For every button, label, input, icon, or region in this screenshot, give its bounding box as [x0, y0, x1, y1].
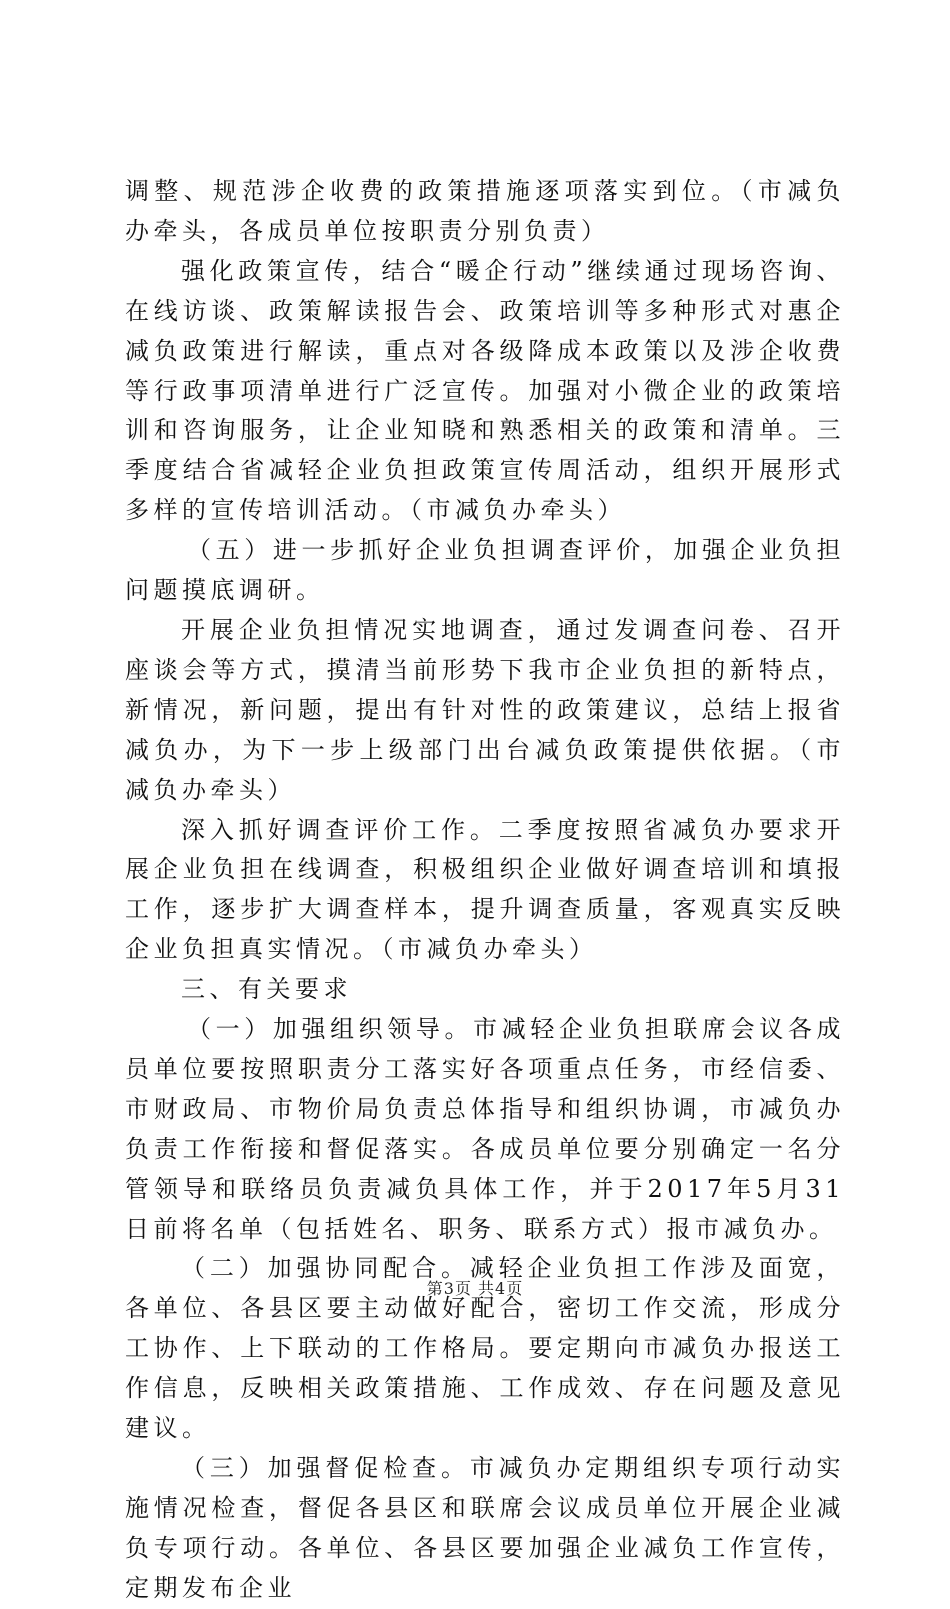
- page-number-footer: 第3页 共4页: [426, 1279, 524, 1298]
- section-heading-requirements: 三、有关要求: [181, 975, 352, 1004]
- heading-survey-evaluation: （五）进一步抓好企业负担调查评价，加强企业负担问题摸底调研。: [125, 536, 845, 605]
- paragraph-fee-policy: 调整、规范涉企收费的政策措施逐项落实到位。（市减负办牵头，各成员单位按职责分别负责）: [125, 177, 845, 245]
- paragraph-field-survey: 开展企业负担情况实地调查，通过发调查问卷、召开座谈会等方式，摸清当前形势下我市企业负担的新特点，新情况，新问题，提出有针对性的政策建议，总结上报省减负办，为下一步上级部门出台减负政策提供依据。（市减负办牵头）: [125, 615, 845, 804]
- paragraph-online-survey: 深入抓好调查评价工作。二季度按照省减负办要求开展企业负担在线调查，积极组织企业做好调查培训和填报工作，逐步扩大调查样本，提升调查质量，客观真实反映企业负担真实情况。（市减负办牵头）: [125, 815, 845, 964]
- document-body: [125, 172, 845, 1609]
- paragraph-policy-promotion: 强化政策宣传，结合“暖企行动”继续通过现场咨询、在线访谈、政策解读报告会、政策培训等多种形式对惠企减负政策进行解读，重点对各级降成本政策以及涉企收费等行政事项清单进行广泛宣传。加强对小微企业的政策培训和咨询服务，让企业知晓和熟悉相关的政策和清单。三季度结合省减轻企业负担政策宣传周活动，组织开展形式多样的宣传培训活动。（市减负办牵头）: [125, 256, 845, 525]
- paragraph-organization-leadership: （一）加强组织领导。市减轻企业负担联席会议各成员单位要按照职责分工落实好各项重点任务，市经信委、市财政局、市物价局负责总体指导和组织协调，市减负办负责工作衔接和督促落实。各成员单位要分别确定一名分管领导和联络员负责减负具体工作，并于2017年5月31日前将名单（包括姓名、职务、联系方式）报市减负办。: [125, 1015, 845, 1243]
- paragraph-supervision: （三）加强督促检查。市减负办定期组织专项行动实施情况检查，督促各县区和联席会议成员单位开展企业减负专项行动。各单位、各县区要加强企业减负工作宣传，定期发布企业: [125, 1454, 845, 1602]
- paragraph-coordination: （二）加强协同配合。减轻企业负担工作涉及面宽，各单位、各县区要主动做好配合，密切工作交流，形成分工协作、上下联动的工作格局。要定期向市减负办报送工作信息，反映相关政策措施、工作成效、存在问题及意见建议。: [125, 1254, 845, 1443]
